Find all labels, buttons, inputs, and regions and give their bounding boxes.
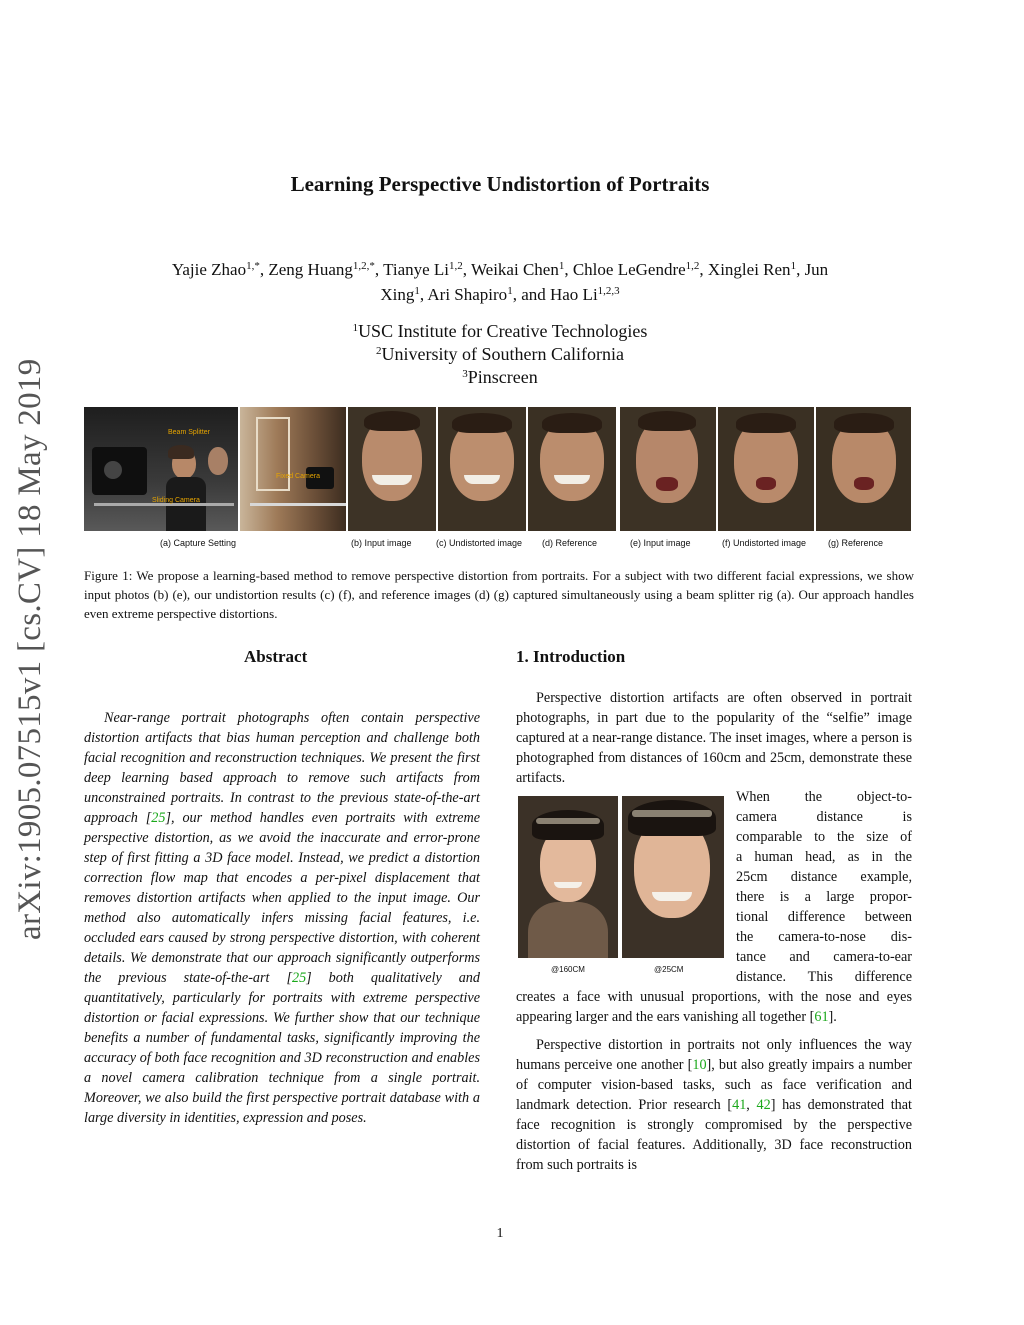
intro-wrap-line: tance and camera-to-ear xyxy=(736,949,912,965)
intro-paragraph-1-bottom: creates a face with unusual proportions, with the nose and eyes appearing larger and the ears vanishing all together [61]. Perspective distortion in portraits not only influences the way humans perceive one another [10], but also greatly impairs a number of computer vision-based tasks, such as face verification and landmark detection. Prior research [41, 42] has demonstrated that face recognition is strongly compromised by the perspective distortion of facial features. Additionally, 3D face reconstruction from such portraits is xyxy=(516,989,912,1173)
affiliation-3: $^3$Pinscreen xyxy=(462,367,538,387)
sublabel-g: (g) Reference xyxy=(828,538,884,548)
figure-1-caption xyxy=(84,566,914,623)
sublabel-b: (b) Input image xyxy=(351,538,412,548)
arxiv-stamp: arXiv:1905.07515v1 [cs.CV] 18 May 2019 xyxy=(12,358,48,940)
intro-wrap-line: camera distance is xyxy=(736,809,912,825)
abstract-body xyxy=(84,708,480,1128)
intro-wrap-line: 25cm distance example, xyxy=(736,869,912,885)
paper-title: Learning Perspective Undistortion of Portraits xyxy=(290,172,710,196)
sublabel-d: (d) Reference xyxy=(542,538,598,548)
inset-photo-160cm xyxy=(518,796,618,958)
sublabel-e: (e) Input image xyxy=(630,538,691,548)
capture-rig-photo-right xyxy=(240,407,346,531)
portrait-g-reference xyxy=(816,407,911,531)
intro-wrap-line: tional difference between xyxy=(736,909,912,925)
portrait-f-undistorted xyxy=(718,407,814,531)
portrait-c-undistorted xyxy=(438,407,526,531)
figure-1-image-strip xyxy=(84,407,911,531)
citation-link[interactable]: 25 xyxy=(151,810,166,826)
inset-photo-25cm xyxy=(622,796,724,958)
affiliations xyxy=(0,320,1000,389)
intro-wrap-line: a human head, as in the xyxy=(736,849,912,865)
sublabel-f: (f) Undistorted image xyxy=(722,538,807,548)
portrait-e-input xyxy=(620,407,716,531)
caption-label: Figure 1: xyxy=(84,568,133,583)
affiliation-2: $^2$University of Southern California xyxy=(376,344,624,364)
introduction-heading: 1. Introduction xyxy=(516,647,626,666)
beam-splitter-annotation: Beam Splitter xyxy=(168,429,211,436)
inset-figure xyxy=(518,796,724,976)
inset-label-160cm: @160CM xyxy=(551,965,585,974)
intro-wrap-line: When the object-to- xyxy=(736,789,912,805)
abstract-heading: Abstract xyxy=(244,647,308,666)
intro-paragraph-1-top: Perspective distortion artifacts are often observed in portrait photographs, in part due to the popularity of the “selfie” image captured at a near-range distance. The inset images, where a person is photographed from distances of 160cm and 25cm, demonstrate these artifacts. xyxy=(516,690,912,786)
portrait-b-input xyxy=(348,407,436,531)
intro-paragraph-2: Perspective distortion in portraits not only influences the way humans perceive one another [10], but also greatly impairs a number of computer vision-based tasks, such as face verification and landmark detection. Prior research [41, 42] has demonstrated that face recognition is strongly compromised by the perspective distortion of facial features. Additionally, 3D face reconstruction from such portraits is xyxy=(516,1037,912,1173)
caption-text: We propose a learning-based method to remove perspective distortion from portraits. For a subject with two different facial expressions, we show input photos (b) (e), our undistortion results (c) (f), and reference images (d) (g) captured simultaneously using a beam splitter rig (a). Our approach handles even extreme perspective distortions. xyxy=(84,568,915,621)
intro-wrap-line: the camera-to-nose dis- xyxy=(736,929,912,945)
sublabel-a: (a) Capture Setting xyxy=(160,538,237,548)
page-number: 1 xyxy=(496,1226,504,1241)
affiliation-1: $^1$USC Institute for Creative Technologies xyxy=(352,321,648,341)
sliding-camera-annotation: Sliding Camera xyxy=(152,497,200,504)
citation-link[interactable]: 25 xyxy=(291,970,307,986)
citation-link[interactable]: 41 xyxy=(732,1097,747,1113)
author-line-1: Yajie Zhao$^{1,*}$, Zeng Huang$^{1,2,*}$, Tianye Li$^{1,2}$, Weikai Chen$^1$, Chloe LeGendre$^{1,2}$, Xinglei Ren$^1$, Jun xyxy=(171,260,829,279)
author-list xyxy=(100,257,900,307)
citation-link[interactable]: 10 xyxy=(692,1057,707,1073)
intro-wrap-line: distance. This difference xyxy=(736,969,912,985)
citation-link[interactable]: 42 xyxy=(756,1097,771,1113)
inset-label-25cm: @25CM xyxy=(654,965,684,974)
author-line-2: Xing$^1$, Ari Shapiro$^1$, and Hao Li$^{1,2,3}$ xyxy=(380,285,620,304)
fixed-camera-annotation: Fixed Camera xyxy=(276,473,320,480)
sublabel-c: (c) Undistorted image xyxy=(436,538,523,548)
abstract-paragraph: Near-range portrait photographs often contain perspective distortion artifacts that bias human perception and challenge both facial recognition and reconstruction techniques. We present the first deep learning based approach to remove such artifacts from unconstrained portraits. In contrast to the previous state-of-the-art approach [25], our method handles even portraits with extreme perspective distortion, as we avoid the inaccurate and error-prone step of first fitting a 3D face model. Instead, we predict a distortion correction flow map that encodes a per-pixel displacement that removes distortion artifacts when applied to the input image. Our method also automatically infers missing facial features, i.e. occluded ears caused by strong perspective distortion, with coherent details. We demonstrate that our approach significantly outperforms the previous state-of-the-art [25] both qualitatively and quantitatively, particularly for portraits with extreme perspective distortion or facial expressions. We further show that our technique benefits a number of fundamental tasks, significantly improving the accuracy of both face recognition and 3D reconstruction and enables a novel camera calibration technique from a single portrait. Moreover, we also build the first perspective portrait database with a large diversity in identities, expression and poses. xyxy=(84,710,480,1126)
capture-rig-photo-left xyxy=(84,407,238,531)
portrait-d-reference xyxy=(528,407,616,531)
intro-wrap-line: there is a large propor- xyxy=(736,889,912,905)
intro-wrap-line: comparable to the size of xyxy=(736,829,912,845)
citation-link[interactable]: 61 xyxy=(814,1009,829,1025)
